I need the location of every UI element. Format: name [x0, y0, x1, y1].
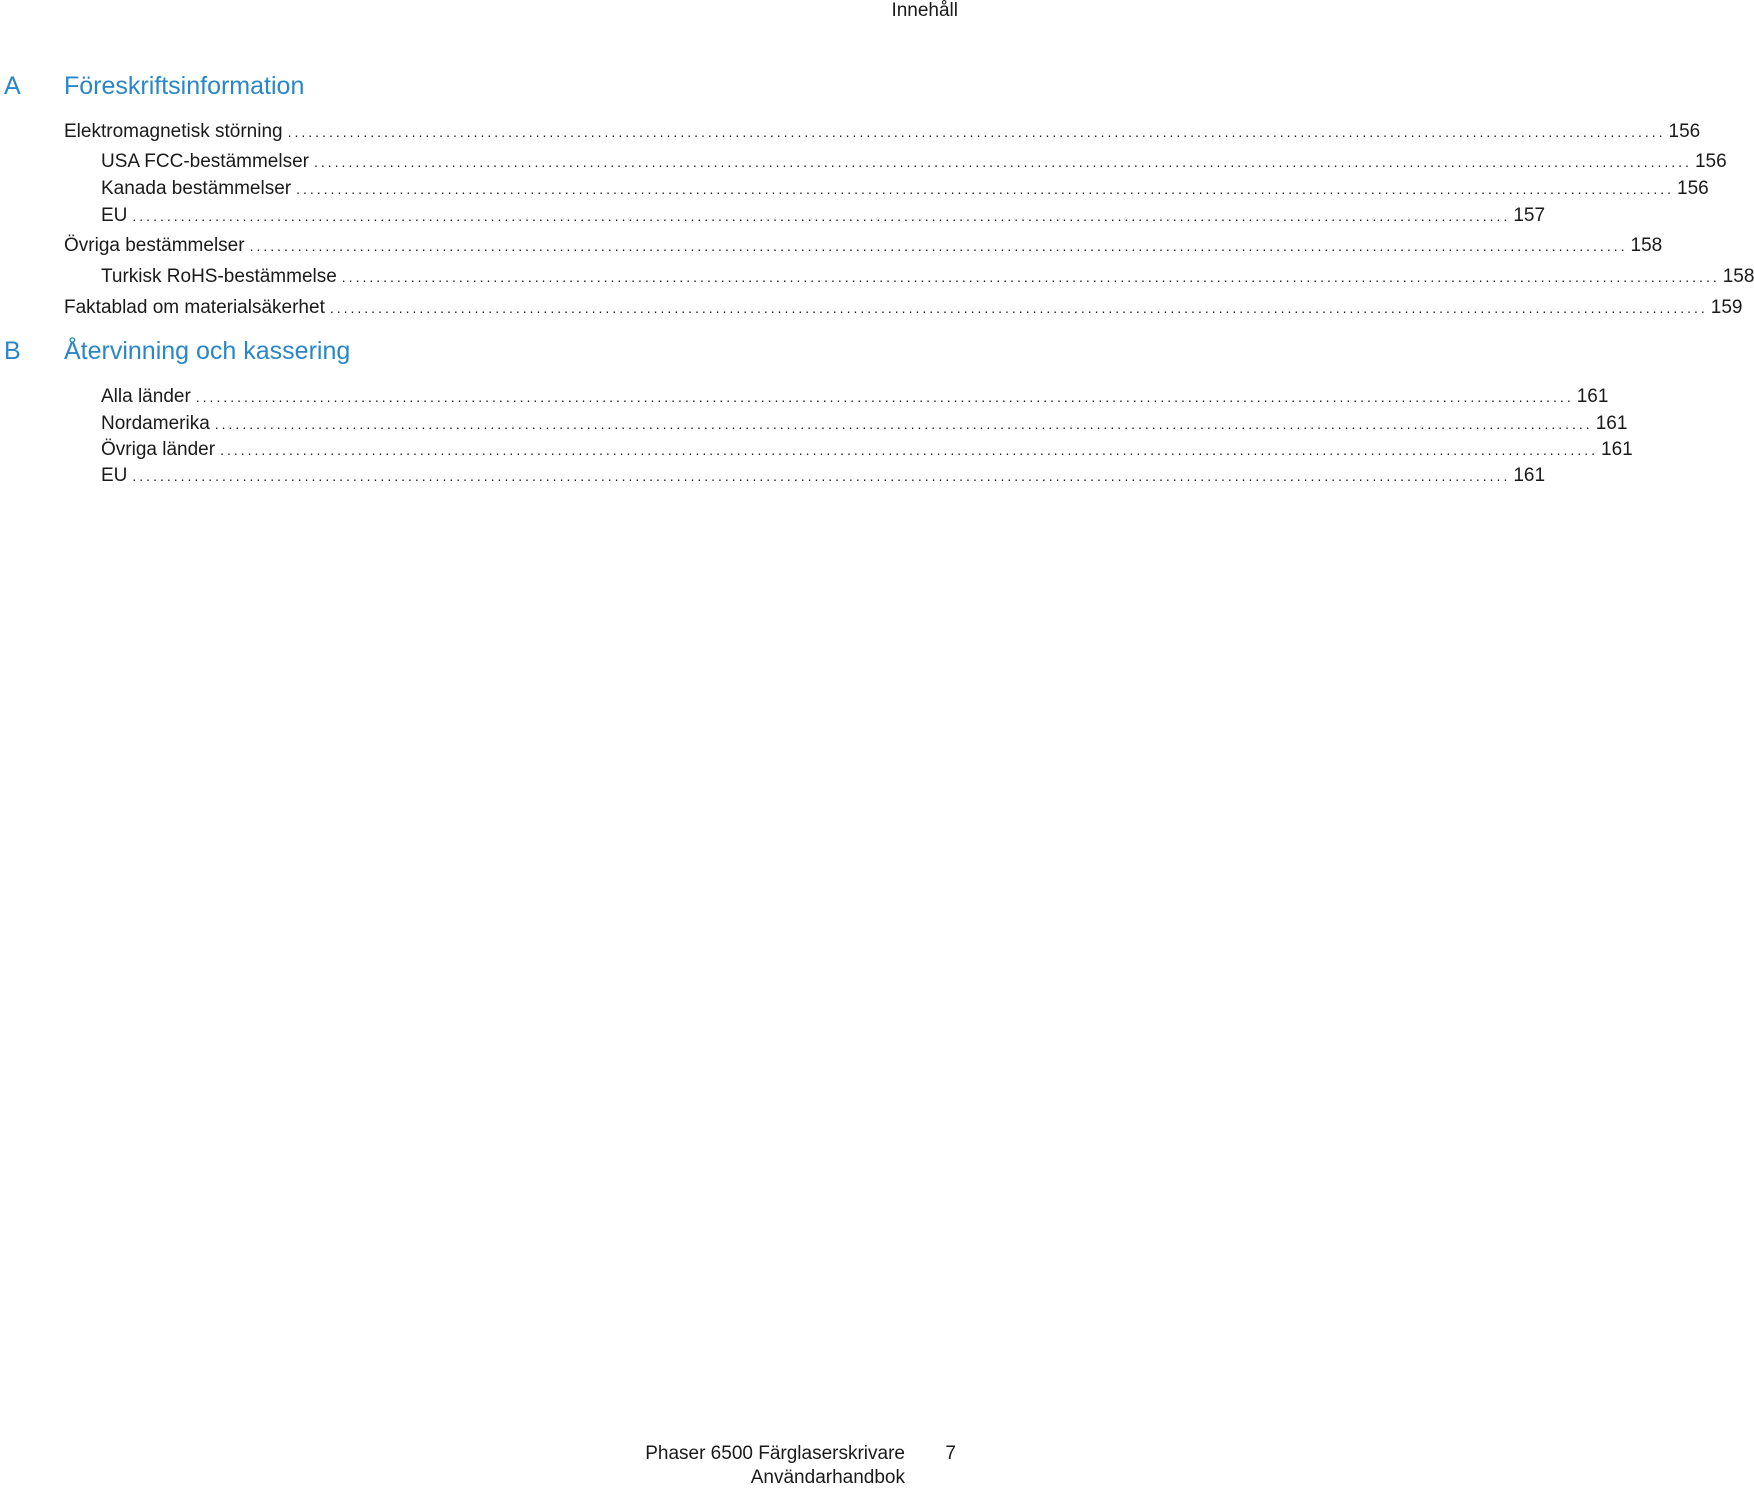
- page-footer: [645, 1442, 905, 1490]
- toc-entry-label: Faktablad om materialsäkerhet: [64, 297, 325, 318]
- toc-entry-label: EU: [101, 205, 128, 226]
- toc-entry[interactable]: [64, 295, 1743, 321]
- page-number: 7: [945, 1443, 956, 1464]
- toc-entry-label: Nordamerika: [101, 413, 210, 434]
- toc-entry[interactable]: [101, 149, 1727, 175]
- toc-entry-label: EU: [101, 465, 128, 486]
- toc-leader-dots: ........................................................................................................................................................................................................: [287, 124, 1666, 140]
- toc-leader-dots: ........................................................................................................................................................................................................: [132, 468, 1511, 484]
- section-heading-a: [0, 69, 960, 103]
- toc-entry-label: Kanada bestämmelser: [101, 178, 292, 199]
- toc-entry[interactable]: [101, 176, 1709, 202]
- toc-leader-dots: ........................................................................................................................................................................................................: [341, 269, 1720, 285]
- section-letter: A: [4, 72, 21, 100]
- section-letter: B: [4, 337, 21, 365]
- footer-manual: Användarhandbok: [750, 1467, 905, 1488]
- toc-entry[interactable]: [101, 463, 1546, 489]
- toc-leader-dots: ........................................................................................................................................................................................................: [249, 238, 1628, 254]
- toc-page-number: 161: [1576, 386, 1609, 407]
- toc-entry[interactable]: [101, 203, 1546, 229]
- section-heading-b: [0, 334, 960, 368]
- toc-page-number: 161: [1513, 465, 1546, 486]
- toc-entry[interactable]: [101, 384, 1609, 410]
- toc-page-number: 158: [1722, 266, 1754, 287]
- toc-page-number: 158: [1630, 235, 1663, 256]
- toc-page-number: 161: [1595, 413, 1628, 434]
- toc-leader-dots: ........................................................................................................................................................................................................: [132, 208, 1511, 224]
- running-header: Innehåll: [891, 0, 958, 21]
- toc-leader-dots: ........................................................................................................................................................................................................: [195, 389, 1574, 405]
- section-title: Föreskriftsinformation: [64, 72, 305, 100]
- toc-entry[interactable]: [101, 437, 1633, 463]
- toc-page-number: 157: [1513, 205, 1546, 226]
- toc-entry[interactable]: [101, 264, 1754, 290]
- toc-entry-label: Övriga bestämmelser: [64, 235, 245, 256]
- toc-leader-dots: ........................................................................................................................................................................................................: [314, 154, 1692, 170]
- toc-page-number: 156: [1694, 151, 1727, 172]
- toc-page-number: 159: [1710, 297, 1743, 318]
- toc-page-number: 161: [1601, 439, 1633, 460]
- toc-entry-label: Övriga länder: [101, 439, 216, 460]
- toc-page-number: 156: [1677, 178, 1709, 199]
- toc-entry-label: Alla länder: [101, 386, 191, 407]
- toc-entry[interactable]: [64, 233, 1663, 259]
- toc-leader-dots: ........................................................................................................................................................................................................: [296, 181, 1675, 197]
- toc-entry-label: USA FCC-bestämmelser: [101, 151, 309, 172]
- toc-leader-dots: ........................................................................................................................................................................................................: [220, 442, 1598, 458]
- toc-entry-label: Elektromagnetisk störning: [64, 121, 283, 142]
- toc-entry[interactable]: [64, 119, 1701, 145]
- footer-product: Phaser 6500 Färglaserskrivare: [645, 1443, 905, 1464]
- section-title: Återvinning och kassering: [64, 337, 351, 365]
- toc-entry[interactable]: [101, 411, 1628, 437]
- toc-leader-dots: ........................................................................................................................................................................................................: [214, 416, 1593, 432]
- toc-leader-dots: ........................................................................................................................................................................................................: [329, 300, 1708, 316]
- toc-entry-label: Turkisk RoHS-bestämmelse: [101, 266, 337, 287]
- toc-page-number: 156: [1668, 121, 1701, 142]
